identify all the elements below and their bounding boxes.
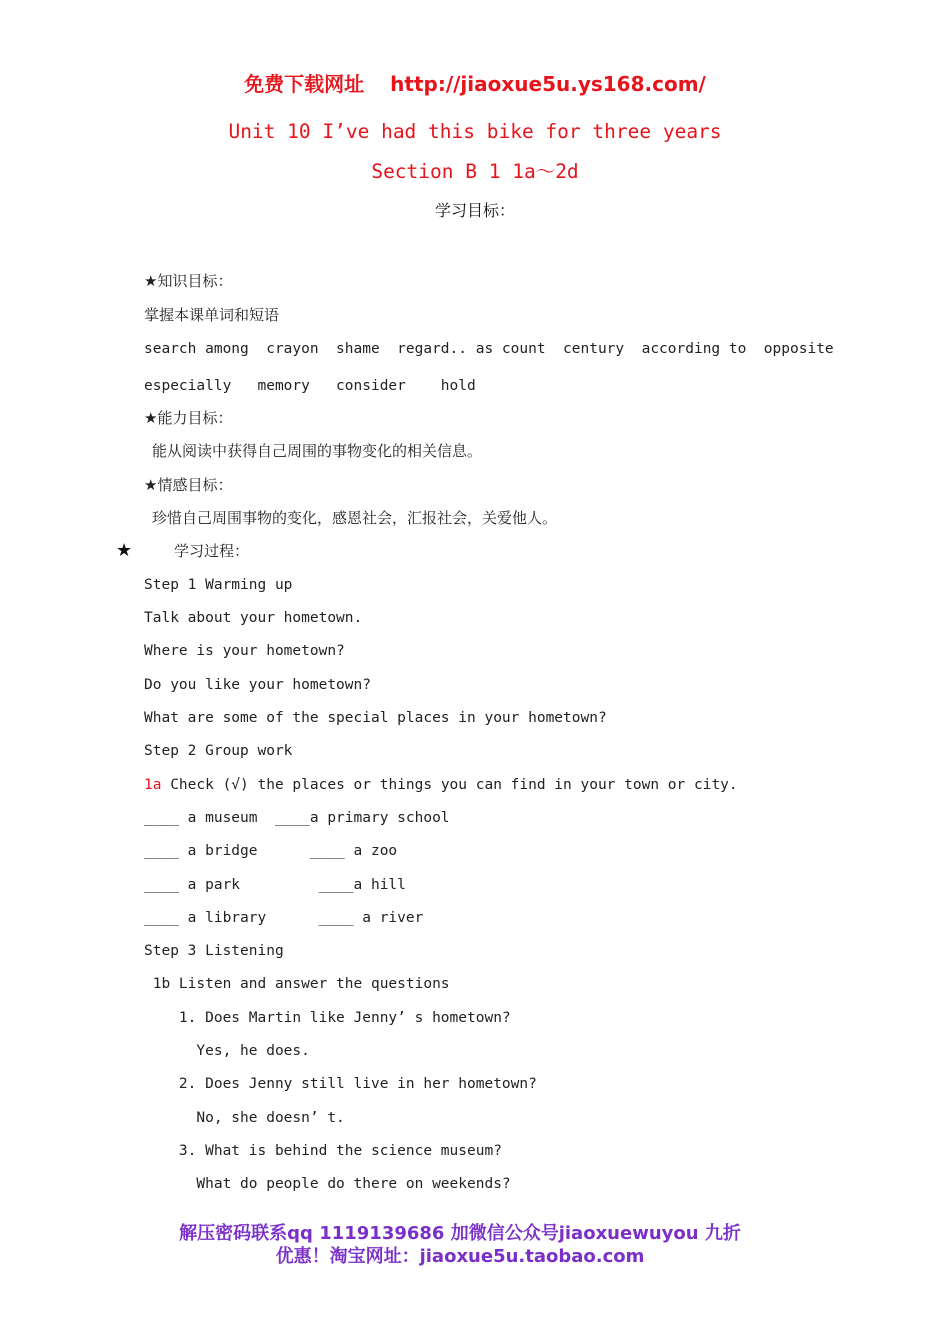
step1-title: Step 1 Warming up xyxy=(144,577,293,593)
qa-line: What do people do there on weekends? xyxy=(144,1176,511,1192)
footer-promo-line-1: 解压密码联系qq 1119139686 加微信公众号jiaoxuewuyou 九折 xyxy=(179,1223,741,1244)
qa-line: 1. Does Martin like Jenny’ s hometown? xyxy=(144,1010,511,1026)
step1-line: What are some of the special places in your hometown? xyxy=(144,710,607,726)
ability-text: 能从阅读中获得自己周围的事物变化的相关信息。 xyxy=(152,442,483,460)
step1-line: Talk about your hometown. xyxy=(144,610,363,626)
step3-title: Step 3 Listening xyxy=(144,943,284,959)
section-title: Section B 1 1a～2d xyxy=(371,160,579,183)
vocabulary-line-2: especially memory consider hold xyxy=(144,378,476,394)
knowledge-heading: ★知识目标： xyxy=(144,272,233,290)
checklist-row: ____ a museum ____a primary school xyxy=(144,810,450,826)
qa-line: 3. What is behind the science museum? xyxy=(144,1143,502,1159)
emotion-text: 珍惜自己周围事物的变化，感恩社会，汇报社会，关爱他人。 xyxy=(152,509,558,527)
footer-promo-line-2[interactable]: 优惠！淘宝网址：jiaoxue5u.taobao.com xyxy=(275,1246,645,1267)
download-label: 免费下载网址 xyxy=(244,72,365,96)
qa-line: No, she doesn’ t. xyxy=(144,1110,345,1126)
task-1a-label: 1a xyxy=(144,777,162,793)
step2-title: Step 2 Group work xyxy=(144,743,293,759)
step1-line: Do you like your hometown? xyxy=(144,677,371,693)
qa-line: Yes, he does. xyxy=(144,1043,310,1059)
checklist-row: ____ a park ____a hill xyxy=(144,877,406,893)
step1-line: Where is your hometown? xyxy=(144,643,345,659)
checklist-row: ____ a bridge ____ a zoo xyxy=(144,843,398,859)
emotion-heading: ★情感目标： xyxy=(144,476,233,494)
task-1a xyxy=(144,775,738,795)
knowledge-intro: 掌握本课单词和短语 xyxy=(144,306,280,324)
download-header xyxy=(0,68,950,97)
ability-heading: ★能力目标： xyxy=(144,409,233,427)
unit-title: Unit 10 I’ve had this bike for three years xyxy=(228,120,722,143)
process-star-icon: ★ xyxy=(116,540,133,561)
task-1a-text: Check (√) the places or things you can find in your town or city. xyxy=(161,777,738,793)
qa-line: 2. Does Jenny still live in her hometown? xyxy=(144,1076,537,1092)
task-1b: 1b Listen and answer the questions xyxy=(144,976,450,992)
download-url-link[interactable]: http://jiaoxue5u.ys168.com/ xyxy=(390,72,706,96)
goals-heading: 学习目标： xyxy=(434,201,515,220)
process-heading: 学习过程： xyxy=(174,542,250,560)
checklist-row: ____ a library ____ a river xyxy=(144,910,424,926)
vocabulary-line-1: search among crayon shame regard.. as count century according to opposite xyxy=(144,341,834,357)
